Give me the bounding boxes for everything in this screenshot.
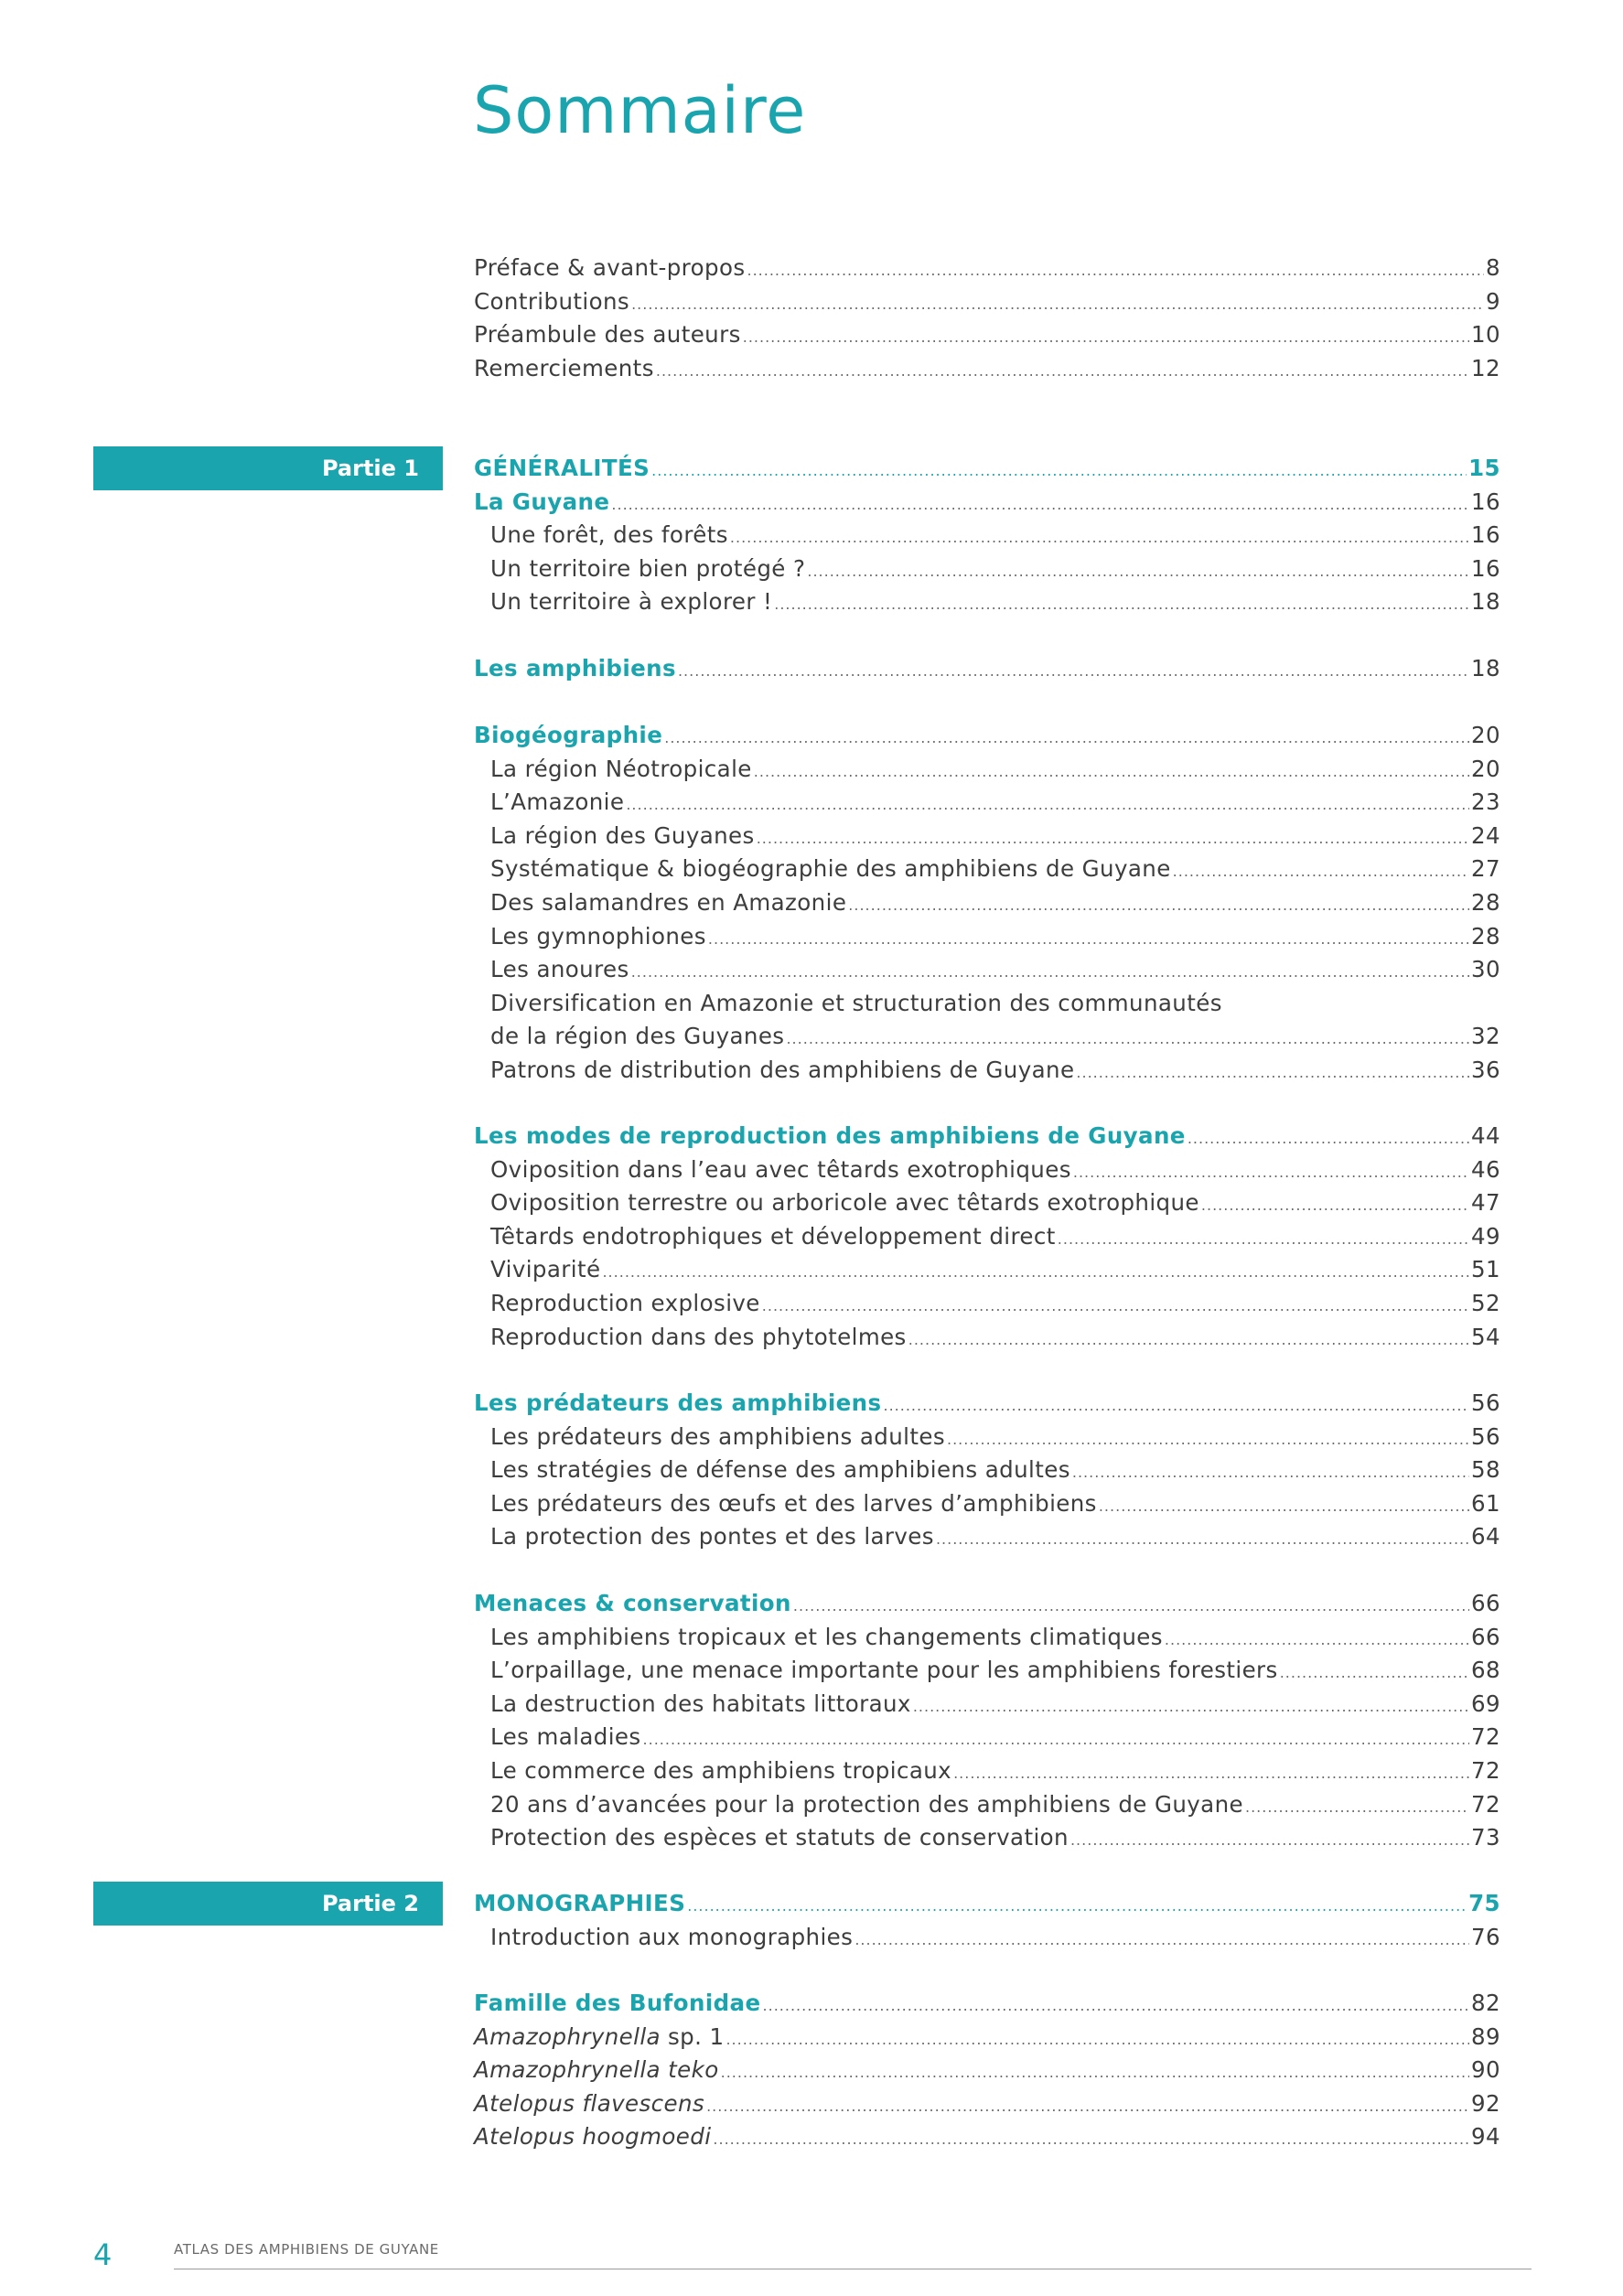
dot-leader (730, 521, 1469, 555)
toc-entry[interactable] (474, 1054, 1500, 1088)
toc-entry[interactable] (474, 318, 1500, 352)
dot-leader (848, 889, 1469, 923)
dot-leader (757, 822, 1469, 856)
dot-leader (602, 1256, 1469, 1290)
toc-entry-title: Un territoire bien protégé ? (490, 554, 806, 582)
toc-entry-page: 32 (1471, 1023, 1500, 1050)
toc-entry[interactable] (474, 886, 1500, 920)
toc-entry[interactable] (474, 786, 1500, 820)
page-number: 4 (93, 2237, 113, 2272)
toc-entry[interactable] (474, 1688, 1500, 1722)
dot-leader (884, 1389, 1470, 1423)
toc-entry-page: 8 (1486, 254, 1500, 281)
dot-leader (1165, 1624, 1469, 1658)
page-title: Sommaire (473, 73, 807, 148)
toc-entry-title: Remerciements (474, 354, 654, 381)
toc-entry-page: 54 (1471, 1323, 1500, 1350)
toc-entry[interactable] (474, 553, 1500, 586)
toc-entry-page: 52 (1471, 1289, 1500, 1316)
toc-reproduction (474, 1120, 1500, 1354)
dot-leader (947, 1423, 1469, 1457)
toc-entry[interactable] (474, 1487, 1500, 1521)
dot-leader (631, 956, 1469, 990)
toc-amphibiens (474, 652, 1500, 686)
toc-entry-title: Préface & avant-propos (474, 254, 746, 281)
toc-entry-page: 56 (1471, 1422, 1500, 1450)
dot-leader (953, 1757, 1469, 1791)
toc-entry[interactable] (474, 820, 1500, 853)
toc-entry-title: GÉNÉRALITÉS (474, 455, 650, 481)
toc-entry-page: 16 (1471, 521, 1500, 549)
toc-entry-title: Le commerce des amphibiens tropicaux (490, 1756, 952, 1784)
toc-entry-title: Systématique & biogéographie des amphibiens de Guyane (490, 855, 1171, 883)
toc-entry-title: La Guyane (474, 488, 610, 515)
dot-leader (754, 756, 1469, 789)
toc-bufonidae (474, 1987, 1500, 2154)
toc-entry[interactable] (474, 585, 1500, 619)
part-2-label: Partie 2 (93, 1882, 443, 1926)
toc-entry-title: Reproduction explosive (490, 1289, 760, 1316)
toc-entry-page: 49 (1471, 1222, 1500, 1250)
toc-entry-title: La région des Guyanes (490, 821, 755, 849)
toc-entry-page: 18 (1471, 655, 1500, 681)
toc-entry-title: Amazophrynella (474, 2022, 661, 2050)
dot-leader (708, 923, 1469, 957)
toc-entry-page: 72 (1471, 1723, 1500, 1751)
toc-entry-page: 75 (1468, 1890, 1500, 1916)
toc-entry-page: 28 (1471, 888, 1500, 916)
toc-entry-page: 56 (1471, 1389, 1500, 1416)
toc-entry-page: 23 (1471, 789, 1500, 816)
toc-entry-page: 20 (1471, 755, 1500, 782)
dot-leader (643, 1723, 1469, 1757)
toc-entry[interactable] (474, 920, 1500, 954)
toc-entry-title: Famille des Bufonidae (474, 1990, 761, 2016)
toc-entry[interactable] (474, 1321, 1500, 1355)
toc-entry-page: 20 (1471, 722, 1500, 748)
toc-entry-title: Des salamandres en Amazonie (490, 888, 847, 916)
toc-entry[interactable] (474, 1253, 1500, 1287)
toc-entry-page: 64 (1471, 1523, 1500, 1550)
dot-leader (1173, 855, 1469, 889)
running-footer-title: ATLAS DES AMPHIBIENS DE GUYANE (174, 2241, 439, 2258)
dot-leader (936, 1523, 1469, 1557)
toc-entry-page: 68 (1471, 1657, 1500, 1684)
dot-leader (651, 455, 1467, 488)
toc-front-matter (474, 252, 1500, 385)
toc-entry-title: Oviposition dans l’eau avec têtards exotrophiques (490, 1155, 1071, 1183)
dot-leader (1058, 1223, 1469, 1257)
toc-entry[interactable] (474, 1186, 1500, 1220)
toc-entry-title: Reproduction dans des phytotelmes (490, 1323, 907, 1350)
dot-leader (656, 355, 1469, 389)
toc-entry-page: 47 (1471, 1189, 1500, 1217)
toc-entry-page: 73 (1471, 1824, 1500, 1851)
toc-entry-page: 61 (1471, 1489, 1500, 1517)
toc-entry-title: Les prédateurs des œufs et des larves d’amphibiens (490, 1489, 1097, 1517)
toc-predateurs (474, 1387, 1500, 1554)
dot-leader (726, 2023, 1469, 2057)
toc-entry-title: Patrons de distribution des amphibiens de Guyane (490, 1056, 1075, 1083)
toc-part1-head (474, 452, 1500, 619)
toc-entry[interactable] (474, 285, 1500, 319)
toc-entry[interactable] (474, 1754, 1500, 1788)
dot-leader (687, 1890, 1467, 1924)
toc-entry[interactable] (474, 1788, 1500, 1822)
toc-entry[interactable] (474, 1220, 1500, 1254)
toc-part-heading[interactable] (474, 1887, 1500, 1921)
dot-leader (1073, 1156, 1469, 1190)
dot-leader (721, 2056, 1469, 2090)
toc-entry[interactable] (474, 1454, 1500, 1487)
dot-leader (1099, 1490, 1469, 1524)
dot-leader (762, 1290, 1469, 1324)
dot-leader (807, 555, 1469, 589)
toc-entry-title: Amazophrynella teko (474, 2056, 719, 2084)
toc-entry-title: Menaces & conservation (474, 1590, 791, 1616)
toc-entry-title: La destruction des habitats littoraux (490, 1690, 911, 1717)
toc-entry-title: L’Amazonie (490, 789, 625, 816)
dot-leader (713, 2123, 1469, 2157)
dot-leader (1070, 1824, 1469, 1858)
toc-entry[interactable] (474, 1921, 1500, 1955)
dot-leader (1188, 1122, 1469, 1156)
toc-entry-page: 44 (1471, 1122, 1500, 1149)
dot-leader (1201, 1189, 1469, 1223)
dot-leader (631, 288, 1484, 322)
toc-entry-page: 82 (1471, 1990, 1500, 2016)
toc-entry-title: Contributions (474, 287, 630, 315)
toc-menaces (474, 1587, 1500, 1855)
toc-section-heading[interactable] (474, 1987, 1500, 2021)
dot-leader (743, 321, 1469, 355)
toc-entry-title: Les stratégies de défense des amphibiens adultes (490, 1456, 1070, 1484)
toc-entry-page: 18 (1471, 588, 1500, 616)
toc-entry[interactable] (474, 953, 1500, 987)
toc-section-heading[interactable] (474, 486, 1500, 520)
toc-entry-page: 28 (1471, 922, 1500, 950)
toc-entry-title: Les prédateurs des amphibiens adultes (490, 1422, 945, 1450)
toc-section-heading[interactable] (474, 719, 1500, 753)
dot-leader (706, 2090, 1469, 2124)
toc-entry-title: Atelopus hoogmoedi (474, 2123, 712, 2151)
dot-leader (774, 588, 1469, 622)
toc-entry-title: Les prédateurs des amphibiens (474, 1389, 882, 1416)
toc-entry-title: Une forêt, des forêts (490, 521, 728, 549)
toc-entry-page: 92 (1471, 2089, 1500, 2117)
toc-entry-page: 9 (1486, 287, 1500, 315)
toc-entry[interactable] (474, 519, 1500, 553)
toc-section-heading[interactable] (474, 652, 1500, 686)
toc-entry-page: 72 (1471, 1790, 1500, 1818)
toc-entry-title: Un territoire à explorer ! (490, 588, 773, 616)
toc-entry-page: 89 (1471, 2022, 1500, 2050)
toc-entry[interactable] (474, 1153, 1500, 1187)
toc-entry-title: Biogéographie (474, 722, 663, 748)
toc-part2-head (474, 1887, 1500, 1954)
toc-entry-title: Protection des espèces et statuts de conservation (490, 1824, 1069, 1851)
toc-entry[interactable] (474, 1821, 1500, 1855)
toc-entry-title: Les amphibiens tropicaux et les changements climatiques (490, 1623, 1163, 1650)
toc-entry-page: 90 (1471, 2056, 1500, 2084)
dot-leader (664, 722, 1469, 756)
toc-entry-page: 66 (1471, 1623, 1500, 1650)
dot-leader (1076, 1057, 1469, 1090)
toc-part-heading[interactable] (474, 452, 1500, 486)
dot-leader (747, 254, 1485, 288)
toc-entry-title: La région Néotropicale (490, 755, 752, 782)
toc-entry-page: 12 (1471, 354, 1500, 381)
toc-entry-page: 51 (1471, 1256, 1500, 1283)
toc-entry[interactable] (474, 252, 1500, 285)
dot-leader (786, 1023, 1469, 1057)
toc-entry[interactable] (474, 753, 1500, 787)
toc-entry-species[interactable] (474, 2021, 1500, 2055)
toc-entry[interactable] (474, 1421, 1500, 1454)
toc-entry-page: 16 (1471, 488, 1500, 515)
toc-entry-title: Têtards endotrophiques et développement direct (490, 1222, 1056, 1250)
toc-entry-title: 20 ans d’avancées pour la protection des amphibiens de Guyane (490, 1790, 1243, 1818)
toc-entry-title-suffix: sp. 1 (667, 2022, 725, 2050)
toc-entry-title: Les amphibiens (474, 655, 676, 681)
toc-entry-title: de la région des Guyanes (490, 1023, 785, 1050)
dot-leader (793, 1590, 1469, 1624)
toc-entry[interactable] (474, 1621, 1500, 1655)
toc-entry[interactable] (474, 1520, 1500, 1554)
toc-entry-title: Oviposition terrestre ou arboricole avec têtards exotrophique (490, 1189, 1199, 1217)
dot-leader (1280, 1657, 1469, 1690)
toc-entry-title: L’orpaillage, une menace importante pour les amphibiens forestiers (490, 1657, 1278, 1684)
toc-entry-line1[interactable] (474, 987, 1500, 1021)
dot-leader (678, 655, 1469, 689)
toc-entry-title: Les modes de reproduction des amphibiens de Guyane (474, 1122, 1186, 1149)
toc-entry-species[interactable] (474, 2120, 1500, 2154)
toc-entry-species[interactable] (474, 2087, 1500, 2121)
part-1-label: Partie 1 (93, 446, 443, 490)
toc-entry[interactable] (474, 1287, 1500, 1321)
toc-entry-page: 15 (1468, 455, 1500, 481)
toc-entry-page: 69 (1471, 1690, 1500, 1717)
dot-leader (763, 1990, 1470, 2023)
dot-leader (854, 1924, 1469, 1958)
toc-biogeographie (474, 719, 1500, 1088)
toc-entry-species[interactable] (474, 2054, 1500, 2087)
toc-entry-page: 58 (1471, 1456, 1500, 1484)
toc-entry[interactable] (474, 1654, 1500, 1688)
toc-entry-title: Les gymnophiones (490, 922, 706, 950)
toc-entry[interactable] (474, 352, 1500, 386)
toc-entry-title: Les maladies (490, 1723, 641, 1751)
toc-entry-title: Diversification en Amazonie et structuration des communautés (490, 989, 1222, 1016)
dot-leader (908, 1324, 1469, 1357)
toc-entry-title: Préambule des auteurs (474, 321, 741, 349)
toc-entry-page: 36 (1471, 1056, 1500, 1083)
toc-entry-title: Les anoures (490, 956, 629, 983)
dot-leader (611, 488, 1469, 522)
toc-entry-title: La protection des pontes et des larves (490, 1523, 934, 1550)
toc-entry-page: 24 (1471, 821, 1500, 849)
dot-leader (1245, 1791, 1469, 1825)
dot-leader (626, 789, 1469, 822)
toc-entry-page: 27 (1471, 855, 1500, 883)
dot-leader (913, 1690, 1469, 1724)
toc-entry-title: MONOGRAPHIES (474, 1890, 686, 1916)
toc-entry[interactable] (474, 1721, 1500, 1754)
toc-entry-title: Viviparité (490, 1256, 601, 1283)
toc-section-heading[interactable] (474, 1387, 1500, 1421)
toc-entry-page: 76 (1471, 1923, 1500, 1950)
toc-entry-page: 30 (1471, 956, 1500, 983)
toc-entry-page: 16 (1471, 554, 1500, 582)
toc-entry-title: Introduction aux monographies (490, 1923, 854, 1950)
toc-entry[interactable] (474, 1020, 1500, 1054)
toc-entry[interactable] (474, 853, 1500, 886)
toc-entry-page: 94 (1471, 2123, 1500, 2151)
dot-leader (1072, 1456, 1469, 1490)
toc-entry-page: 66 (1471, 1590, 1500, 1616)
toc-entry-page: 10 (1471, 321, 1500, 349)
toc-section-heading[interactable] (474, 1587, 1500, 1621)
toc-entry-page: 72 (1471, 1756, 1500, 1784)
toc-entry-page: 46 (1471, 1155, 1500, 1183)
toc-entry-title: Atelopus flavescens (474, 2089, 705, 2117)
toc-section-heading[interactable] (474, 1120, 1500, 1153)
